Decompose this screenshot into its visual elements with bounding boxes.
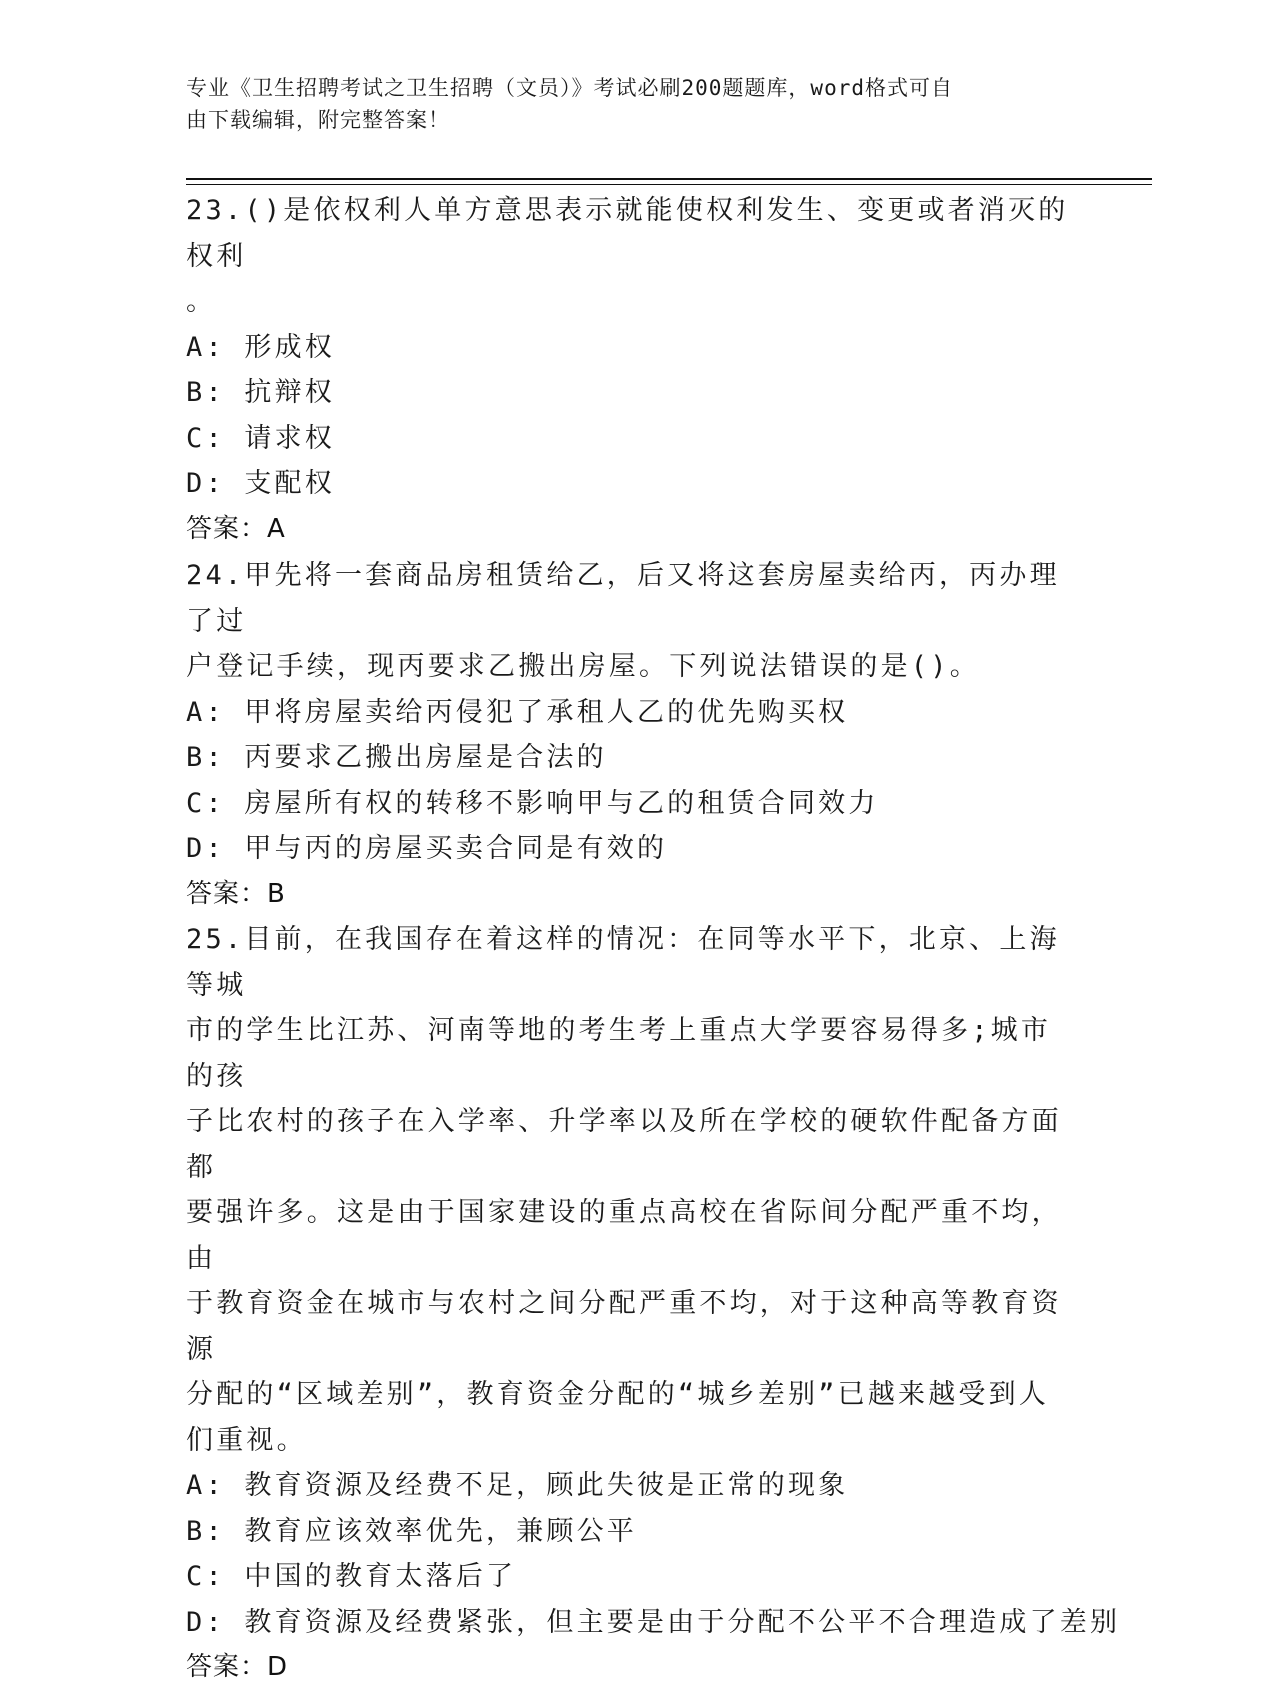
option-d: D: 甲与丙的房屋买卖合同是有效的 <box>186 833 668 864</box>
question-stem-line: 于教育资金在城市与农村之间分配严重不均，对于这种高等教育资源 <box>186 1288 1062 1365</box>
question-24 <box>186 553 1076 917</box>
question-stem-line: 24.甲先将一套商品房租赁给乙，后又将这套房屋卖给丙，丙办理了过 <box>186 560 1060 637</box>
question-stem-line: 25.目前，在我国存在着这样的情况：在同等水平下，北京、上海等城 <box>186 924 1060 1001</box>
header-divider-thin <box>186 184 1152 185</box>
answer-line: 答案：D <box>186 1652 289 1682</box>
question-stem-line: 。 <box>186 286 217 317</box>
answer-line: 答案：B <box>186 878 286 909</box>
option-c: C: 请求权 <box>186 422 335 454</box>
option-d: D: 支配权 <box>186 468 335 499</box>
option-c: C: 中国的教育太落后了 <box>186 1561 517 1592</box>
option-b: B: 教育应该效率优先，兼顾公平 <box>186 1515 637 1547</box>
question-stem-line: 分配的“区域差别”，教育资金分配的“城乡差别”已越来越受到人 <box>186 1379 1050 1410</box>
document-header <box>186 72 1066 136</box>
question-25 <box>186 917 1121 1691</box>
option-a: A: 教育资源及经费不足，顾此失彼是正常的现象 <box>186 1470 849 1501</box>
option-a: A: 甲将房屋卖给丙侵犯了承租人乙的优先购买权 <box>186 696 849 728</box>
header-line-2: 由下载编辑，附完整答案！ <box>186 108 450 132</box>
question-stem-line: 们重视。 <box>186 1424 307 1456</box>
option-c: C: 房屋所有权的转移不影响甲与乙的租赁合同效力 <box>186 787 879 819</box>
question-23 <box>186 188 1076 552</box>
option-d: D: 教育资源及经费紧张，但主要是由于分配不公平不合理造成了差别 <box>186 1606 1121 1638</box>
question-stem-line: 23.()是依权利人单方意思表示就能使权利发生、变更或者消灭的权利 <box>186 195 1069 272</box>
question-stem-line: 市的学生比江苏、河南等地的考生考上重点大学要容易得多;城市的孩 <box>186 1015 1052 1092</box>
header-line-1: 专业《卫生招聘考试之卫生招聘（文员）》考试必刷200题题库，word格式可自 <box>186 76 953 100</box>
option-a: A: 形成权 <box>186 331 335 363</box>
question-stem-line: 户登记手续，现丙要求乙搬出房屋。下列说法错误的是()。 <box>186 651 980 682</box>
option-b: B: 丙要求乙搬出房屋是合法的 <box>186 742 607 773</box>
question-stem-line: 要强许多。这是由于国家建设的重点高校在省际间分配严重不均，由 <box>186 1197 1062 1274</box>
option-b: B: 抗辩权 <box>186 377 335 408</box>
question-stem-line: 子比农村的孩子在入学率、升学率以及所在学校的硬软件配备方面都 <box>186 1106 1062 1183</box>
header-divider-thick <box>186 178 1152 180</box>
answer-line: 答案：A <box>186 513 286 544</box>
